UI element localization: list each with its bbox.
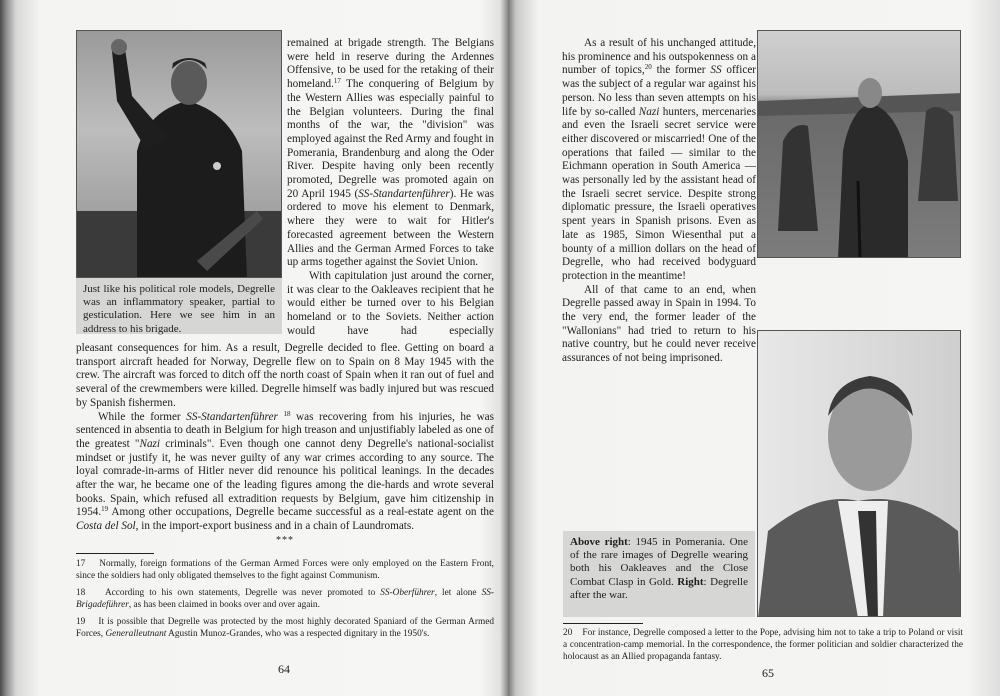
italic-term: Costa del Sol xyxy=(76,520,136,533)
paragraph: All of that came to an end, when Degrelle passed away in Spain in 1994. To the very end, the former leader of the "Wallonians" had tried to return to his native country, but he could never receive assurances of not being imprisoned. xyxy=(562,283,756,365)
italic-term: Nazi xyxy=(139,437,161,450)
italic-term: Nazi xyxy=(638,105,660,118)
footnote-19 xyxy=(76,616,497,640)
text: Agustin Munoz-Grandes, who was a respected dignitary in the 1950's. xyxy=(166,629,430,639)
portrait-image xyxy=(758,331,961,617)
footnote-17: 17 Normally, foreign formations of the German Armed Forces were only employed on the Eastern Front, since the soldiers had only obligated themselves to the fight against Communism. xyxy=(76,559,497,581)
text: As a result of his unchanged attitude, his prominence and his outspokenness on a number of topics, xyxy=(562,37,756,77)
photo-caption xyxy=(563,531,755,617)
text: ). He was ordered to move his element to Denmark, where they were to wait for Hitler's forecasted agreement between the Western Allies and the German Armed Forces to take up arms together against the Soviet Union. xyxy=(287,187,494,269)
footnotes xyxy=(76,558,497,645)
photo-caption: Just like his political role models, Degrelle was an inflammatory speaker, partial to gesticulation. Here we see him in an address to his brigade. xyxy=(76,278,282,334)
paragraph: pleasant consequences for him. As a result, Degrelle decided to flee. Getting on board a transport aircraft headed for Norway, Degrelle flew on to Spain on 8 May 1945 with the crew. The aircraft was forced to ditch off the north coast of Spain when it ran out of fuel and several of the crewmembers were killed. Degrelle himself was badly injured but was rescued by Spanish fishermen. xyxy=(76,342,494,409)
italic-term: SS xyxy=(710,64,722,77)
footnote-ref[interactable]: 20 xyxy=(644,63,652,72)
text: remained at brigade strength. The Belgians were held in reserve during the Ardennes Offensive, to be used for the retaking of their homeland. xyxy=(287,37,494,91)
footnote-ref[interactable]: 17 xyxy=(333,77,341,86)
text: : 1945 in Pomerania. One of the rare images of Degrelle wearing both his Oakleaves and the Close Combat Clasp in Gold. xyxy=(570,536,749,588)
italic-term: Generalleutnant xyxy=(105,629,167,639)
photo-pomerania-1945 xyxy=(757,30,961,258)
right-page-65 xyxy=(508,0,1000,696)
section-separator: *** xyxy=(276,534,294,546)
text: 19 It is possible that Degrelle was protected by the most highly decorated Spaniard of the German Armed Forces, xyxy=(76,617,497,639)
footnote-20: 20 For instance, Degrelle composed a letter to the Pope, advising him not to take a trip to Poland or visit a concentration-camp memorial. In the correspondence, the former politician and soldier characterized the holocaust as an Allied propaganda fantasy. xyxy=(563,628,966,662)
footnote-rule xyxy=(563,623,643,624)
footnote-ref[interactable]: 19 xyxy=(101,505,109,514)
footnote-18 xyxy=(76,587,494,611)
full-width-text xyxy=(76,342,494,548)
paragraph xyxy=(562,37,756,284)
italic-term: SS-Standartenführer xyxy=(186,410,278,423)
italic-term: SS-Standartenführer xyxy=(358,187,450,200)
page-number: 65 xyxy=(762,666,774,680)
footnotes xyxy=(563,627,966,668)
photo-degrelle-speaking xyxy=(76,30,282,278)
text: While the former xyxy=(98,410,187,423)
text: , in the import-export business and in a chain of Laundromats. xyxy=(135,520,415,533)
paragraph xyxy=(76,411,494,534)
footnote-ref[interactable]: 18 xyxy=(283,409,291,418)
soldiers-field-image xyxy=(758,31,961,258)
footnote-rule xyxy=(76,553,154,554)
italic-term: SS-Brigadeführer xyxy=(76,588,494,610)
text: was recovering from his injuries, he was sentenced in absentia to death in Belgium for high treason and unjustifiably labeled as one of the greatest " xyxy=(76,410,494,450)
caption-label: Above right xyxy=(570,536,628,548)
paragraph xyxy=(287,37,494,270)
text: : Degrelle after the war. xyxy=(570,575,748,601)
text: the former xyxy=(651,64,711,77)
page-number: 64 xyxy=(278,662,290,676)
text: 18 According to his own statements, Degrelle was never promoted to xyxy=(76,588,381,598)
photo-degrelle-after-war xyxy=(757,330,961,617)
text: , as has been claimed in books over and over again. xyxy=(128,600,320,610)
text: criminals". Even though one cannot deny Degrelle's national-socialist mindset or justify it, he was never guilty of any war crimes according to any source. The loyal comrade-in-arms of Hitler never did renounce his political leanings. In the decades after the war, he became one of the leading figures among the die-hards and wrote several books. Spain, which refused all extradition requests by Belgium, gave him citizenship in 1954. xyxy=(76,437,494,519)
text: , let alone xyxy=(434,588,482,598)
text: hunters, mercenaries and even the Israeli secret service were either discovered or miscarried! One of the operations that failed — similar to the Eichmann operation in South America — was personally led by the assistant head of the Israeli secret service. Despite strong diplomatic pressure, the Israeli operatives spent years in Spanish prisons. Even as late as 1985, Simon Wiesenthal put a bounty of a million dollars on the head of Degrelle, who had received bodyguard protection in the meantime! xyxy=(562,105,756,282)
text: Among other occupations, Degrelle became successful as a real-estate agent on the xyxy=(108,506,494,519)
main-text xyxy=(562,37,756,366)
text: The conquering of Belgium by the Western Allies was especially painful to the Belgian volunteers. During the final months of the war, the "division" was employed against the Red Army and fought in Pomerania, Brandenburg and along the Oder River. Despite having only been recently promoted, Degrelle was promoted again on 20 April 1945 ( xyxy=(287,78,494,200)
text: officer was the subject of a regular war against his person. No less than seven attempts on his life by so-called xyxy=(562,64,757,118)
speaker-silhouette-image xyxy=(77,31,282,278)
caption-label: Right xyxy=(677,575,704,588)
paragraph: With capitulation just around the corner, it was clear to the Oakleaves recipient that he would either be turned over to his Belgian homeland or to the Soviets. Neither action would have had especially xyxy=(287,269,494,337)
column-text xyxy=(287,37,494,338)
italic-term: SS-Oberführer xyxy=(380,588,435,598)
